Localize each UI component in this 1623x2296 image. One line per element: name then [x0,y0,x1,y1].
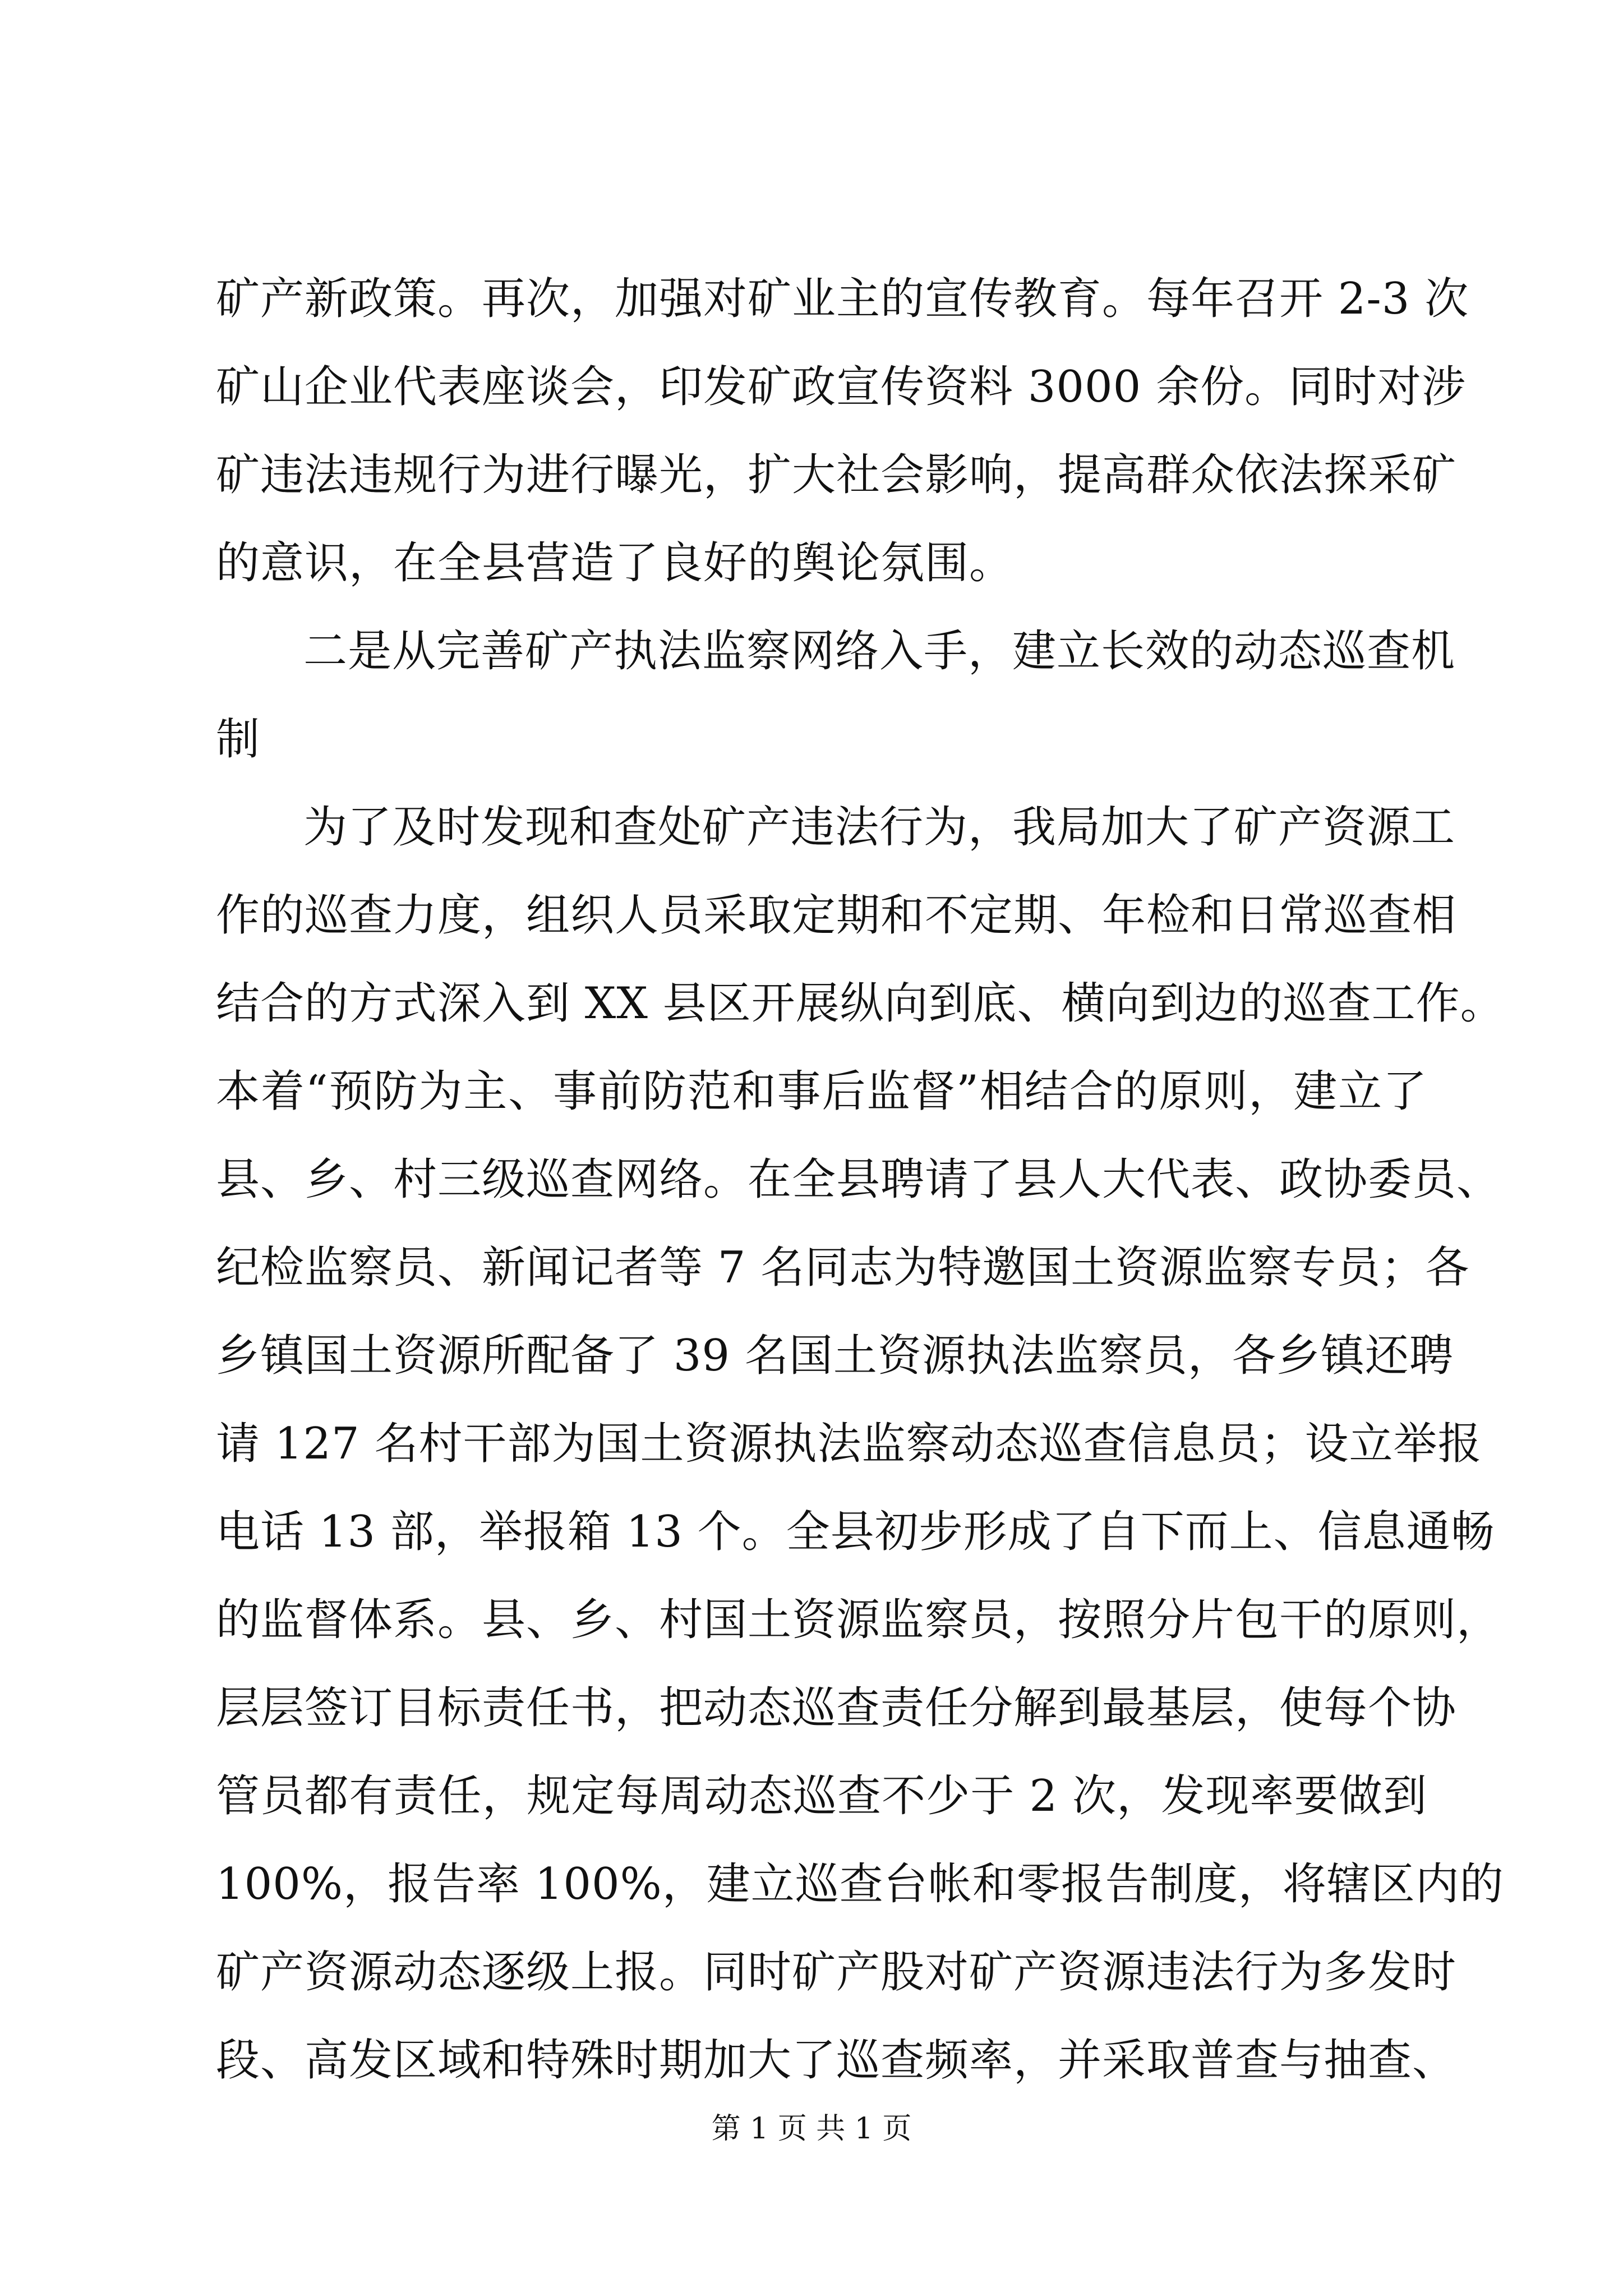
text-line: 管员都有责任，规定每周动态巡查不少于 2 次，发现率要做到 [216,1771,1427,1821]
text-line: 县、乡、村三级巡查网络。在全县聘请了县人大代表、政协委员、 [216,1154,1501,1205]
text-line: 电话 13 部，举报箱 13 个。全县初步形成了自下而上、信息通畅 [216,1507,1495,1557]
section-heading-line: 二是从完善矿产执法监察网络入手，建立长效的动态巡查机 [303,626,1456,677]
text-line: 矿产新政策。再次，加强对矿业主的宣传教育。每年召开 2-3 次 [216,274,1469,324]
text-line: 乡镇国土资源所配备了 39 名国土资源执法监察员，各乡镇还聘 [216,1331,1454,1381]
text-line: 的意识，在全县营造了良好的舆论氛围。 [216,538,1014,588]
text-line: 层层签订目标责任书，把动态巡查责任分解到最基层，使每个协 [216,1683,1457,1733]
text-line: 结合的方式深入到 XX 县区开展纵向到底、横向到边的巡查工作。 [216,978,1505,1029]
document-body [216,255,1505,2105]
text-line: 请 127 名村干部为国土资源执法监察动态巡查信息员；设立举报 [216,1419,1482,1469]
section-heading-line: 制 [216,714,261,765]
page-footer [0,2109,1623,2148]
text-line: 作的巡查力度，组织人员采取定期和不定期、年检和日常巡查相 [216,890,1457,941]
text-line: 段、高发区域和特殊时期加大了巡查频率，并采取普查与抽查、 [216,2035,1457,2086]
text-line: 矿违法违规行为进行曝光，扩大社会影响，提高群众依法探采矿 [216,450,1457,500]
text-line: 为了及时发现和查处矿产违法行为，我局加大了矿产资源工 [303,802,1456,853]
text-line: 矿产资源动态逐级上报。同时矿产股对矿产资源违法行为多发时 [216,1947,1457,1998]
page-number-label: 第 1 页 共 1 页 [711,2112,912,2146]
text-line: 矿山企业代表座谈会，印发矿政宣传资料 3000 余份。同时对涉 [216,362,1467,412]
text-line: 纪检监察员、新闻记者等 7 名同志为特邀国土资源监察专员；各 [216,1243,1470,1293]
text-line: 100%，报告率 100%，建立巡查台帐和零报告制度，将辖区内的 [216,1859,1504,1910]
text-line: 本着“预防为主、事前防范和事后监督”相结合的原则，建立了 [216,1066,1427,1117]
text-line: 的监督体系。县、乡、村国土资源监察员，按照分片包干的原则， [216,1595,1501,1645]
